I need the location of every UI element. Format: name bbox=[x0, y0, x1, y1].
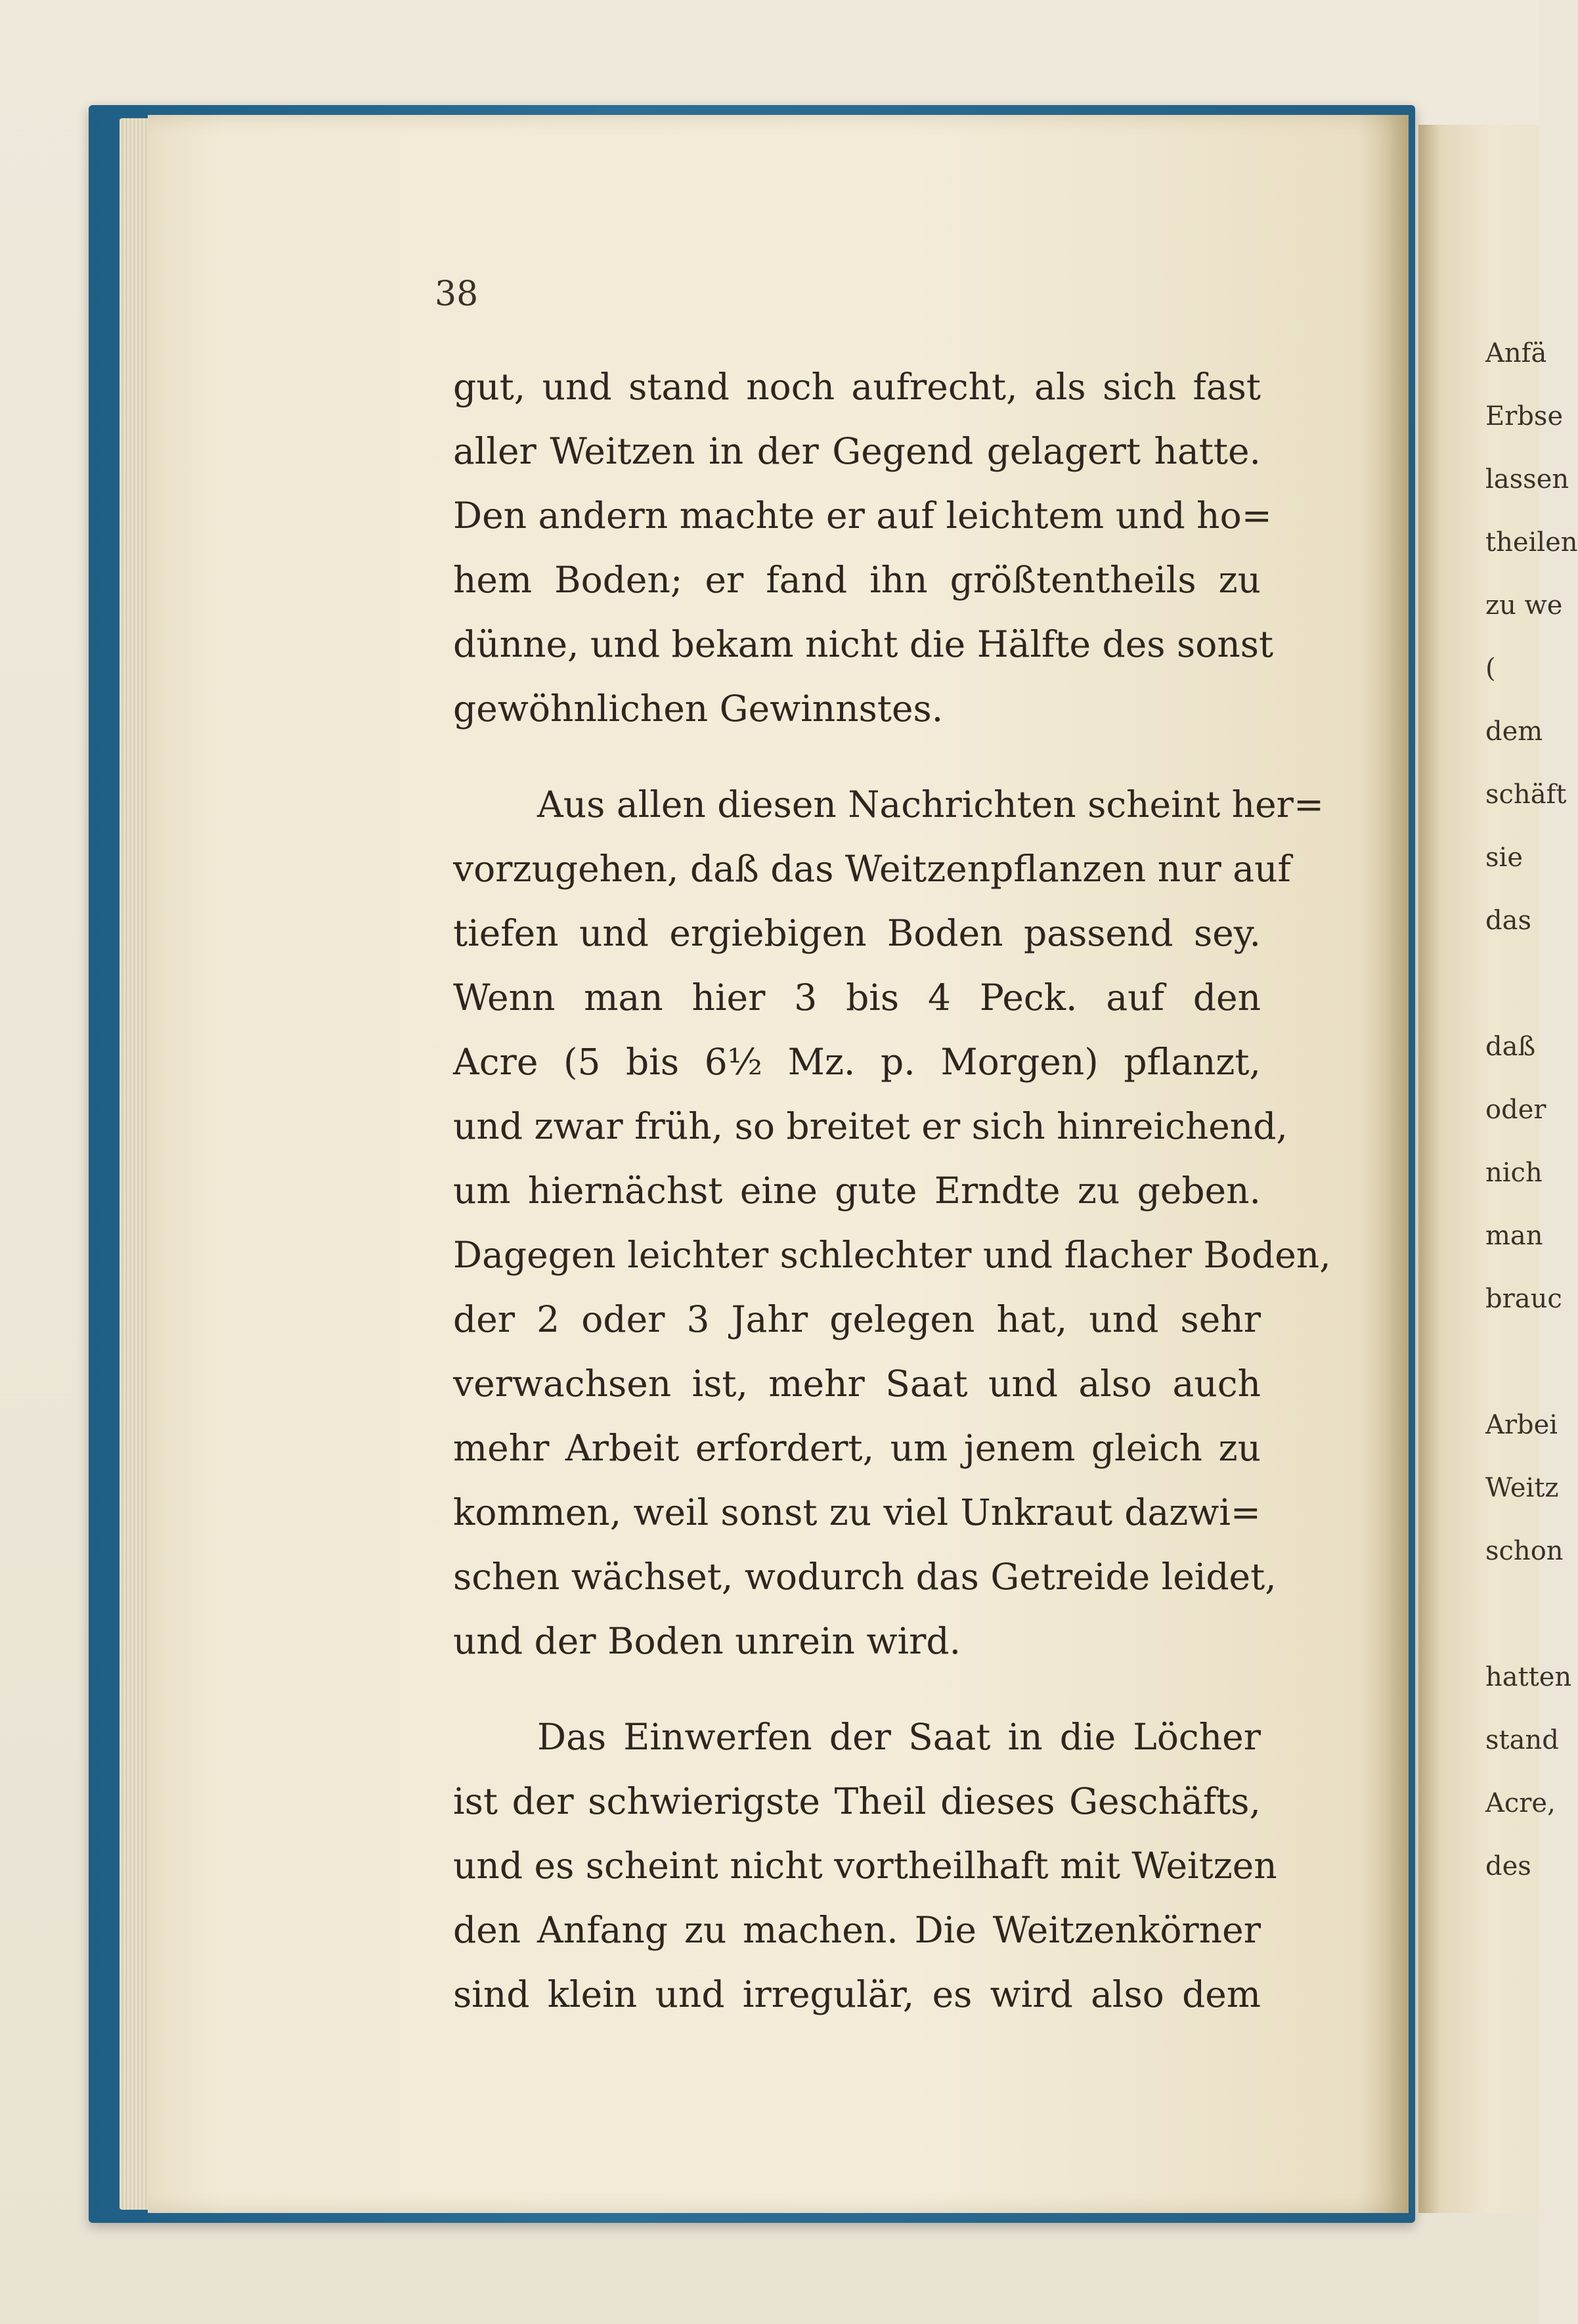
text-line: sind klein und irregulär, es wird also dem bbox=[453, 1973, 1261, 2015]
text-line: aller Weitzen in der Gegend gelagert hatte. bbox=[453, 430, 1261, 472]
fragment: schäft bbox=[1485, 779, 1567, 810]
paragraph-3 bbox=[453, 1705, 1277, 2027]
text-line: Das Einwerfen der Saat in die Löcher bbox=[537, 1716, 1261, 1758]
text-line: gewöhnlichen Gewinnstes. bbox=[453, 688, 944, 730]
fragment: ( bbox=[1485, 653, 1496, 684]
text-line: der 2 oder 3 Jahr gelegen hat, und sehr bbox=[453, 1298, 1261, 1340]
fragment: hatten bbox=[1485, 1662, 1572, 1692]
fragment: zu we bbox=[1485, 590, 1563, 621]
text-line: Aus allen diesen Nachrichten scheint her= bbox=[537, 783, 1325, 825]
body-text bbox=[453, 355, 1331, 2027]
fragment: oder bbox=[1485, 1095, 1546, 1125]
facing-page-text bbox=[1485, 322, 1578, 1898]
fragment: Acre, bbox=[1485, 1788, 1556, 1818]
text-line: kommen, weil sonst zu viel Unkraut dazwi= bbox=[453, 1491, 1261, 1533]
fragment bbox=[1485, 1330, 1539, 1393]
page-number: 38 bbox=[435, 274, 479, 314]
text-line: tiefen und ergiebigen Boden passend sey. bbox=[453, 912, 1261, 954]
fragment: sie bbox=[1485, 843, 1523, 873]
fragment: des bbox=[1485, 1851, 1531, 1881]
text-line: den Anfang zu machen. Die Weitzenkörner bbox=[453, 1909, 1261, 1951]
text-line: vorzugehen, daß das Weitzenpflanzen nur auf bbox=[453, 848, 1291, 890]
fragment: Arbei bbox=[1485, 1410, 1558, 1440]
text-line: Den andern machte er auf leichtem und ho= bbox=[453, 494, 1272, 537]
fragment: brauc bbox=[1485, 1284, 1562, 1314]
fragment: das bbox=[1485, 906, 1531, 936]
text-line: und zwar früh, so breitet er sich hinreichend, bbox=[453, 1105, 1288, 1147]
fragment: lassen bbox=[1485, 464, 1569, 494]
fragment: daß bbox=[1485, 1032, 1536, 1062]
fragment: stand bbox=[1485, 1725, 1559, 1755]
text-line: gut, und stand noch aufrecht, als sich fast bbox=[453, 366, 1261, 408]
fragment bbox=[1485, 1583, 1539, 1646]
fragment bbox=[1485, 952, 1539, 1015]
text-line: Wenn man hier 3 bis 4 Peck. auf den bbox=[453, 976, 1261, 1019]
paragraph-1 bbox=[453, 355, 1274, 741]
fragment: Weitz bbox=[1485, 1473, 1559, 1503]
text-line: um hiernächst eine gute Erndte zu geben. bbox=[453, 1170, 1261, 1212]
fragment: dem bbox=[1485, 716, 1543, 747]
fragment: schon bbox=[1485, 1536, 1564, 1566]
text-line: verwachsen ist, mehr Saat und also auch bbox=[453, 1363, 1261, 1405]
text-line: mehr Arbeit erfordert, um jenem gleich zu bbox=[453, 1427, 1261, 1469]
fragment: man bbox=[1485, 1221, 1543, 1251]
text-line: schen wächset, wodurch das Getreide leidet, bbox=[453, 1556, 1277, 1598]
text-line: und es scheint nicht vortheilhaft mit Weitzen bbox=[453, 1845, 1277, 1887]
text-line: hem Boden; er fand ihn größtentheils zu bbox=[453, 559, 1261, 601]
fragment: Anfä bbox=[1485, 338, 1547, 368]
text-line: ist der schwierigste Theil dieses Geschäfts, bbox=[453, 1780, 1261, 1822]
fragment: Erbse bbox=[1485, 401, 1564, 431]
text-line: dünne, und bekam nicht die Hälfte des sonst bbox=[453, 623, 1274, 665]
fragment: nich bbox=[1485, 1158, 1543, 1188]
text-line: und der Boden unrein wird. bbox=[453, 1620, 961, 1662]
text-line: Dagegen leichter schlechter und flacher Boden, bbox=[453, 1234, 1331, 1276]
paragraph-2 bbox=[453, 772, 1331, 1673]
text-line: Acre (5 bis 6½ Mz. p. Morgen) pflanzt, bbox=[453, 1041, 1261, 1083]
fragment: theilen bbox=[1485, 527, 1578, 558]
